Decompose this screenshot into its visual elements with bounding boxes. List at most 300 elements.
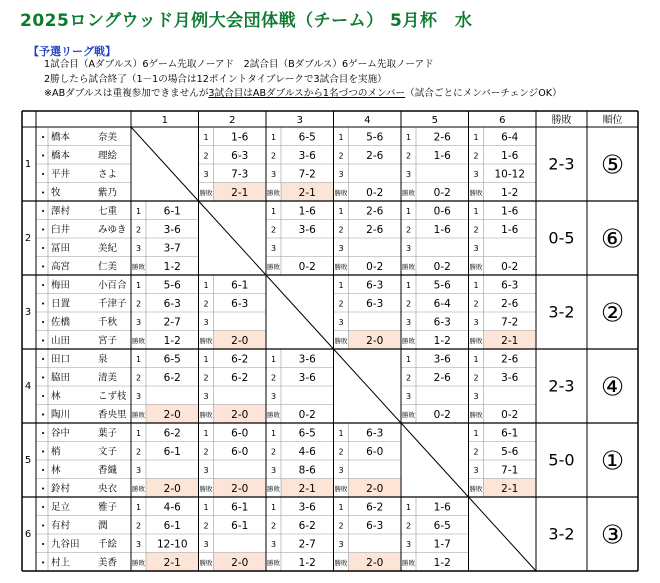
- match-number-label: 1: [203, 132, 209, 142]
- player-surname: 梅田: [51, 279, 71, 291]
- set-score: 1-6: [433, 501, 451, 514]
- team-number: 6: [24, 529, 32, 540]
- result-label: 勝敗: [267, 410, 280, 419]
- rules-line-3-suffix: （試合ごとにメンバーチェンジOK）: [405, 88, 562, 99]
- result-label: 勝敗: [469, 484, 483, 493]
- player-given-name: 香央里: [98, 409, 127, 421]
- set-score: 6-1: [231, 519, 249, 532]
- set-score: 3-6: [298, 353, 316, 366]
- match-number-label: 3: [405, 243, 412, 253]
- set-score: 3-6: [298, 223, 316, 236]
- match-number-label: 2: [405, 521, 412, 531]
- set-score: 1-6: [501, 205, 519, 218]
- player-surname: 村上: [51, 557, 71, 569]
- set-score: 6-3: [433, 316, 451, 329]
- match-number-label: 1: [135, 280, 142, 290]
- player-bullet: •: [41, 521, 46, 530]
- player-given-name: さよ: [98, 168, 118, 180]
- player-surname: 鈴村: [51, 483, 71, 495]
- player-bullet: •: [41, 558, 46, 567]
- set-score: 2-7: [298, 538, 316, 551]
- match-number-label: 1: [203, 428, 209, 438]
- set-score: 6-2: [298, 519, 316, 532]
- team-record: 3-2: [548, 302, 575, 322]
- column-header-5: 5: [431, 115, 438, 126]
- set-score: 1-6: [501, 149, 519, 162]
- match-number-label: 1: [135, 502, 142, 512]
- match-result: 2-0: [231, 556, 249, 569]
- match-number-label: 2: [270, 447, 277, 457]
- rank-header: 順位: [602, 115, 623, 126]
- set-score: 6-3: [231, 149, 249, 162]
- player-given-name: 潤: [98, 520, 108, 532]
- match-number-label: 1: [405, 502, 412, 512]
- result-label: 勝敗: [334, 262, 348, 271]
- player-given-name: 香織: [98, 464, 118, 476]
- player-given-name: 七重: [98, 205, 118, 217]
- team-number: 1: [24, 159, 32, 170]
- team-rank: ①: [600, 446, 625, 477]
- player-given-name: 泉: [98, 353, 108, 365]
- wins-header: 勝敗: [551, 115, 572, 126]
- team-rank: ③: [600, 520, 625, 551]
- player-bullet: •: [41, 540, 46, 549]
- player-bullet: •: [41, 225, 46, 234]
- set-score: 3-6: [298, 149, 316, 162]
- set-score: 2-6: [366, 223, 384, 236]
- match-number-label: 1: [203, 354, 209, 364]
- result-label: 勝敗: [199, 410, 213, 419]
- match-result: 0-2: [298, 260, 316, 273]
- match-number-label: 2: [135, 299, 142, 309]
- player-surname: 田口: [51, 353, 71, 365]
- set-score: 2-6: [501, 353, 519, 366]
- match-result: 0-2: [501, 408, 519, 421]
- set-score: 4-6: [163, 501, 181, 514]
- page-title: 2025ロングウッド月例大会団体戦（チーム） 5月杯 水: [20, 11, 473, 31]
- player-bullet: •: [41, 170, 46, 179]
- set-score: 6-3: [163, 297, 181, 310]
- player-given-name: こず枝: [98, 390, 127, 402]
- set-score: 2-6: [366, 149, 384, 162]
- match-number-label: 2: [473, 447, 479, 457]
- result-label: 勝敗: [402, 262, 415, 271]
- match-number-label: 2: [338, 521, 344, 531]
- match-number-label: 1: [338, 132, 344, 142]
- match-number-label: 2: [405, 225, 412, 235]
- match-number-label: 2: [203, 373, 209, 383]
- match-number-label: 3: [270, 539, 277, 549]
- match-number-label: 2: [270, 225, 277, 235]
- player-given-name: 宮子: [98, 335, 118, 347]
- match-result: 2-0: [366, 482, 384, 495]
- set-score: 12-10: [156, 538, 188, 551]
- match-number-label: 3: [135, 243, 142, 253]
- team-number: 4: [24, 381, 32, 392]
- rules-line-3-prefix: ※ABダブルスは重複参加できませんが: [44, 88, 209, 99]
- match-number-label: 3: [473, 169, 479, 179]
- match-number-label: 3: [135, 317, 142, 327]
- player-surname: 佐橋: [51, 316, 71, 328]
- player-surname: 九谷田: [51, 538, 80, 550]
- result-label: 勝敗: [267, 262, 280, 271]
- set-score: 3-6: [433, 353, 451, 366]
- match-number-label: 1: [473, 206, 479, 216]
- player-given-name: 葉子: [98, 427, 118, 439]
- match-number-label: 2: [405, 151, 412, 161]
- player-bullet: •: [41, 318, 46, 327]
- match-number-label: 3: [405, 391, 412, 401]
- player-given-name: 文子: [98, 446, 118, 458]
- set-score: 7-2: [501, 316, 519, 329]
- match-number-label: 3: [338, 465, 344, 475]
- match-number-label: 1: [473, 280, 479, 290]
- match-result: 2-1: [231, 186, 249, 199]
- team-record: 3-2: [548, 524, 575, 544]
- match-number-label: 1: [270, 354, 277, 364]
- result-label: 勝敗: [334, 336, 348, 345]
- match-result: 0-2: [433, 408, 451, 421]
- set-score: 3-6: [298, 371, 316, 384]
- match-result: 1-2: [501, 186, 519, 199]
- match-number-label: 1: [203, 502, 209, 512]
- match-result: 2-1: [298, 482, 316, 495]
- match-result: 0-2: [433, 260, 451, 273]
- player-given-name: みゆき: [98, 224, 127, 236]
- team-record: 2-3: [548, 154, 575, 174]
- match-result: 0-2: [433, 186, 451, 199]
- match-number-label: 1: [270, 206, 277, 216]
- set-score: 6-3: [366, 297, 384, 310]
- match-number-label: 3: [203, 539, 209, 549]
- match-number-label: 2: [135, 447, 142, 457]
- set-score: 1-6: [433, 223, 451, 236]
- player-given-name: 央衣: [98, 483, 118, 495]
- match-result: 2-0: [366, 334, 384, 347]
- result-label: 勝敗: [402, 336, 415, 345]
- set-score: 6-5: [163, 353, 181, 366]
- column-header-1: 1: [161, 115, 168, 126]
- rules-line-1: 1試合目（Aダブルス）6ゲーム先取ノーアド 2試合目（Bダブルス）6ゲーム先取ノーアド: [44, 59, 434, 70]
- set-score: 1-6: [298, 205, 316, 218]
- player-given-name: 千秋: [98, 316, 118, 328]
- match-number-label: 1: [338, 502, 344, 512]
- set-score: 6-3: [366, 427, 384, 440]
- result-label: 勝敗: [199, 336, 213, 345]
- result-label: 勝敗: [334, 484, 348, 493]
- set-score: 5-6: [366, 131, 384, 144]
- team-rank: ④: [600, 372, 625, 403]
- set-score: 6-5: [298, 427, 316, 440]
- match-number-label: 3: [270, 465, 277, 475]
- match-number-label: 2: [338, 225, 344, 235]
- result-label: 勝敗: [469, 262, 483, 271]
- set-score: 6-3: [366, 279, 384, 292]
- column-header-4: 4: [364, 115, 371, 126]
- set-score: 6-1: [231, 501, 249, 514]
- set-score: 6-4: [433, 297, 451, 310]
- team-number: 3: [24, 307, 32, 318]
- match-number-label: 3: [203, 317, 209, 327]
- match-result: 2-0: [163, 482, 181, 495]
- match-number-label: 2: [473, 373, 479, 383]
- match-number-label: 2: [270, 151, 277, 161]
- player-bullet: •: [41, 299, 46, 308]
- match-number-label: 1: [135, 206, 142, 216]
- match-number-label: 1: [405, 280, 412, 290]
- match-number-label: 1: [135, 354, 142, 364]
- match-number-label: 2: [473, 299, 479, 309]
- match-number-label: 2: [473, 225, 479, 235]
- result-label: 勝敗: [199, 558, 213, 567]
- set-score: 3-6: [298, 501, 316, 514]
- column-header-3: 3: [296, 115, 303, 126]
- team-record: 2-3: [548, 376, 575, 396]
- match-number-label: 3: [405, 317, 412, 327]
- team-number: 2: [24, 233, 32, 244]
- player-surname: 橋本: [51, 150, 71, 162]
- self-match-diagonal: [469, 497, 537, 571]
- player-bullet: •: [41, 484, 46, 493]
- match-number-label: 3: [338, 317, 344, 327]
- match-number-label: 3: [338, 169, 344, 179]
- match-number-label: 1: [473, 428, 479, 438]
- match-result: 0-2: [501, 260, 519, 273]
- set-score: 8-6: [298, 464, 316, 477]
- set-score: 6-0: [231, 445, 249, 458]
- set-score: 5-6: [501, 445, 519, 458]
- team-rank: ②: [600, 298, 625, 329]
- match-number-label: 2: [135, 225, 142, 235]
- player-surname: 林: [51, 390, 61, 402]
- match-result: 1-2: [298, 556, 316, 569]
- set-score: 1-6: [433, 149, 451, 162]
- player-surname: 有村: [51, 520, 71, 532]
- section-subtitle: 【予選リーグ戦】: [28, 45, 116, 58]
- match-number-label: 3: [405, 169, 412, 179]
- match-number-label: 1: [473, 132, 479, 142]
- set-score: 5-6: [433, 279, 451, 292]
- player-bullet: •: [41, 281, 46, 290]
- player-surname: 林: [51, 464, 61, 476]
- set-score: 4-6: [298, 445, 316, 458]
- column-header-2: 2: [229, 115, 236, 126]
- match-number-label: 2: [338, 299, 344, 309]
- player-surname: 脇田: [51, 372, 71, 384]
- player-bullet: •: [41, 207, 46, 216]
- set-score: 2-7: [163, 316, 181, 329]
- self-match-diagonal: [334, 349, 402, 423]
- set-score: 6-0: [231, 427, 249, 440]
- result-label: 勝敗: [132, 410, 145, 419]
- match-number-label: 1: [405, 132, 412, 142]
- match-number-label: 2: [338, 447, 344, 457]
- team-rank: ⑥: [600, 224, 625, 255]
- player-surname: 谷中: [51, 427, 71, 439]
- player-bullet: •: [41, 392, 46, 401]
- set-score: 2-6: [433, 131, 451, 144]
- player-given-name: 美紀: [98, 242, 118, 254]
- player-given-name: 美香: [98, 557, 118, 569]
- set-score: 6-5: [433, 519, 451, 532]
- match-number-label: 1: [270, 132, 277, 142]
- player-surname: 足立: [51, 501, 71, 513]
- result-label: 勝敗: [132, 558, 145, 567]
- match-number-label: 2: [135, 373, 142, 383]
- player-bullet: •: [41, 429, 46, 438]
- match-number-label: 2: [203, 521, 209, 531]
- match-number-label: 1: [270, 428, 277, 438]
- match-number-label: 3: [338, 539, 344, 549]
- player-given-name: 雅子: [98, 501, 118, 513]
- match-result: 2-0: [366, 556, 384, 569]
- match-result: 0-2: [298, 408, 316, 421]
- result-label: 勝敗: [199, 188, 213, 197]
- set-score: 0-6: [433, 205, 451, 218]
- player-given-name: 奈美: [98, 131, 118, 143]
- set-score: 6-1: [163, 519, 181, 532]
- match-number-label: 1: [473, 354, 479, 364]
- match-result: 0-2: [366, 260, 384, 273]
- team-record: 5-0: [548, 450, 575, 470]
- set-score: 6-2: [163, 371, 181, 384]
- match-number-label: 1: [405, 354, 412, 364]
- match-number-label: 3: [135, 539, 142, 549]
- result-label: 勝敗: [402, 188, 415, 197]
- self-match-diagonal: [199, 201, 267, 275]
- result-label: 勝敗: [334, 188, 348, 197]
- player-surname: 日置: [51, 298, 71, 310]
- match-number-label: 2: [270, 521, 277, 531]
- player-surname: 梢: [51, 446, 61, 458]
- result-label: 勝敗: [469, 336, 483, 345]
- match-number-label: 2: [405, 299, 412, 309]
- set-score: 2-6: [433, 371, 451, 384]
- match-number-label: 2: [203, 447, 209, 457]
- match-result: 1-2: [163, 260, 181, 273]
- player-bullet: •: [41, 262, 46, 271]
- match-number-label: 3: [203, 465, 209, 475]
- match-result: 2-0: [231, 482, 249, 495]
- match-result: 0-2: [366, 186, 384, 199]
- match-number-label: 3: [405, 539, 412, 549]
- match-number-label: 2: [338, 151, 344, 161]
- player-surname: 牧: [51, 187, 61, 199]
- player-surname: 澤村: [51, 205, 71, 217]
- player-bullet: •: [41, 133, 46, 142]
- player-bullet: •: [41, 244, 46, 253]
- player-given-name: 千津子: [98, 298, 127, 310]
- player-surname: 橋本: [51, 131, 71, 143]
- result-label: 勝敗: [132, 262, 145, 271]
- match-number-label: 3: [203, 391, 209, 401]
- player-bullet: •: [41, 466, 46, 475]
- set-score: 6-1: [163, 445, 181, 458]
- player-bullet: •: [41, 188, 46, 197]
- set-score: 6-4: [501, 131, 519, 144]
- player-surname: 陶川: [51, 409, 71, 421]
- set-score: 6-3: [231, 297, 249, 310]
- set-score: 6-2: [366, 501, 384, 514]
- set-score: 1-7: [433, 538, 451, 551]
- player-bullet: •: [41, 447, 46, 456]
- set-score: 5-6: [163, 279, 181, 292]
- result-label: 勝敗: [267, 484, 280, 493]
- match-number-label: 1: [405, 206, 412, 216]
- set-score: 2-6: [501, 297, 519, 310]
- match-number-label: 2: [473, 151, 479, 161]
- result-label: 勝敗: [334, 558, 348, 567]
- set-score: 7-2: [298, 168, 316, 181]
- set-score: 7-3: [231, 168, 249, 181]
- result-label: 勝敗: [132, 484, 145, 493]
- match-result: 2-1: [501, 482, 519, 495]
- match-number-label: 2: [203, 299, 209, 309]
- match-number-label: 2: [203, 151, 209, 161]
- result-label: 勝敗: [402, 558, 415, 567]
- result-label: 勝敗: [469, 410, 483, 419]
- match-number-label: 3: [473, 243, 479, 253]
- match-number-label: 1: [338, 206, 344, 216]
- match-number-label: 1: [135, 428, 142, 438]
- player-bullet: •: [41, 336, 46, 345]
- match-number-label: 3: [270, 169, 277, 179]
- player-bullet: •: [41, 355, 46, 364]
- match-number-label: 3: [473, 317, 479, 327]
- match-number-label: 2: [405, 373, 412, 383]
- set-score: 3-6: [501, 371, 519, 384]
- player-surname: 平井: [51, 168, 71, 180]
- match-number-label: 1: [270, 502, 277, 512]
- match-number-label: 2: [135, 521, 142, 531]
- set-score: 6-0: [366, 445, 384, 458]
- rules-line-2: 2勝したら試合終了（1－1の場合は12ポイントタイブレークで3試合目を実施）: [44, 73, 387, 85]
- match-number-label: 3: [473, 465, 479, 475]
- match-number-label: 1: [338, 280, 344, 290]
- player-bullet: •: [41, 410, 46, 419]
- player-given-name: 千絵: [98, 538, 118, 550]
- match-number-label: 3: [270, 243, 277, 253]
- player-given-name: 小百合: [98, 279, 127, 291]
- team-record: 0-5: [548, 228, 575, 248]
- match-result: 2-1: [163, 556, 181, 569]
- result-label: 勝敗: [132, 336, 145, 345]
- player-bullet: •: [41, 503, 46, 512]
- set-score: 1-6: [231, 131, 249, 144]
- match-number-label: 3: [135, 391, 142, 401]
- match-result: 2-0: [231, 334, 249, 347]
- set-score: 6-5: [298, 131, 316, 144]
- team-rank: ⑤: [600, 150, 625, 181]
- self-match-diagonal: [266, 275, 334, 349]
- set-score: 3-6: [163, 223, 181, 236]
- result-label: 勝敗: [402, 410, 415, 419]
- player-given-name: 理絵: [98, 150, 118, 162]
- result-label: 勝敗: [267, 188, 280, 197]
- match-number-label: 3: [338, 243, 344, 253]
- set-score: 6-2: [231, 371, 249, 384]
- match-number-label: 3: [270, 391, 277, 401]
- set-score: 6-2: [231, 353, 249, 366]
- match-number-label: 3: [203, 169, 209, 179]
- player-surname: 臼井: [51, 224, 71, 236]
- match-result: 1-2: [433, 334, 451, 347]
- match-result: 2-0: [231, 408, 249, 421]
- set-score: 7-1: [501, 464, 519, 477]
- match-result: 1-2: [163, 334, 181, 347]
- set-score: 3-7: [163, 242, 181, 255]
- set-score: 6-2: [163, 427, 181, 440]
